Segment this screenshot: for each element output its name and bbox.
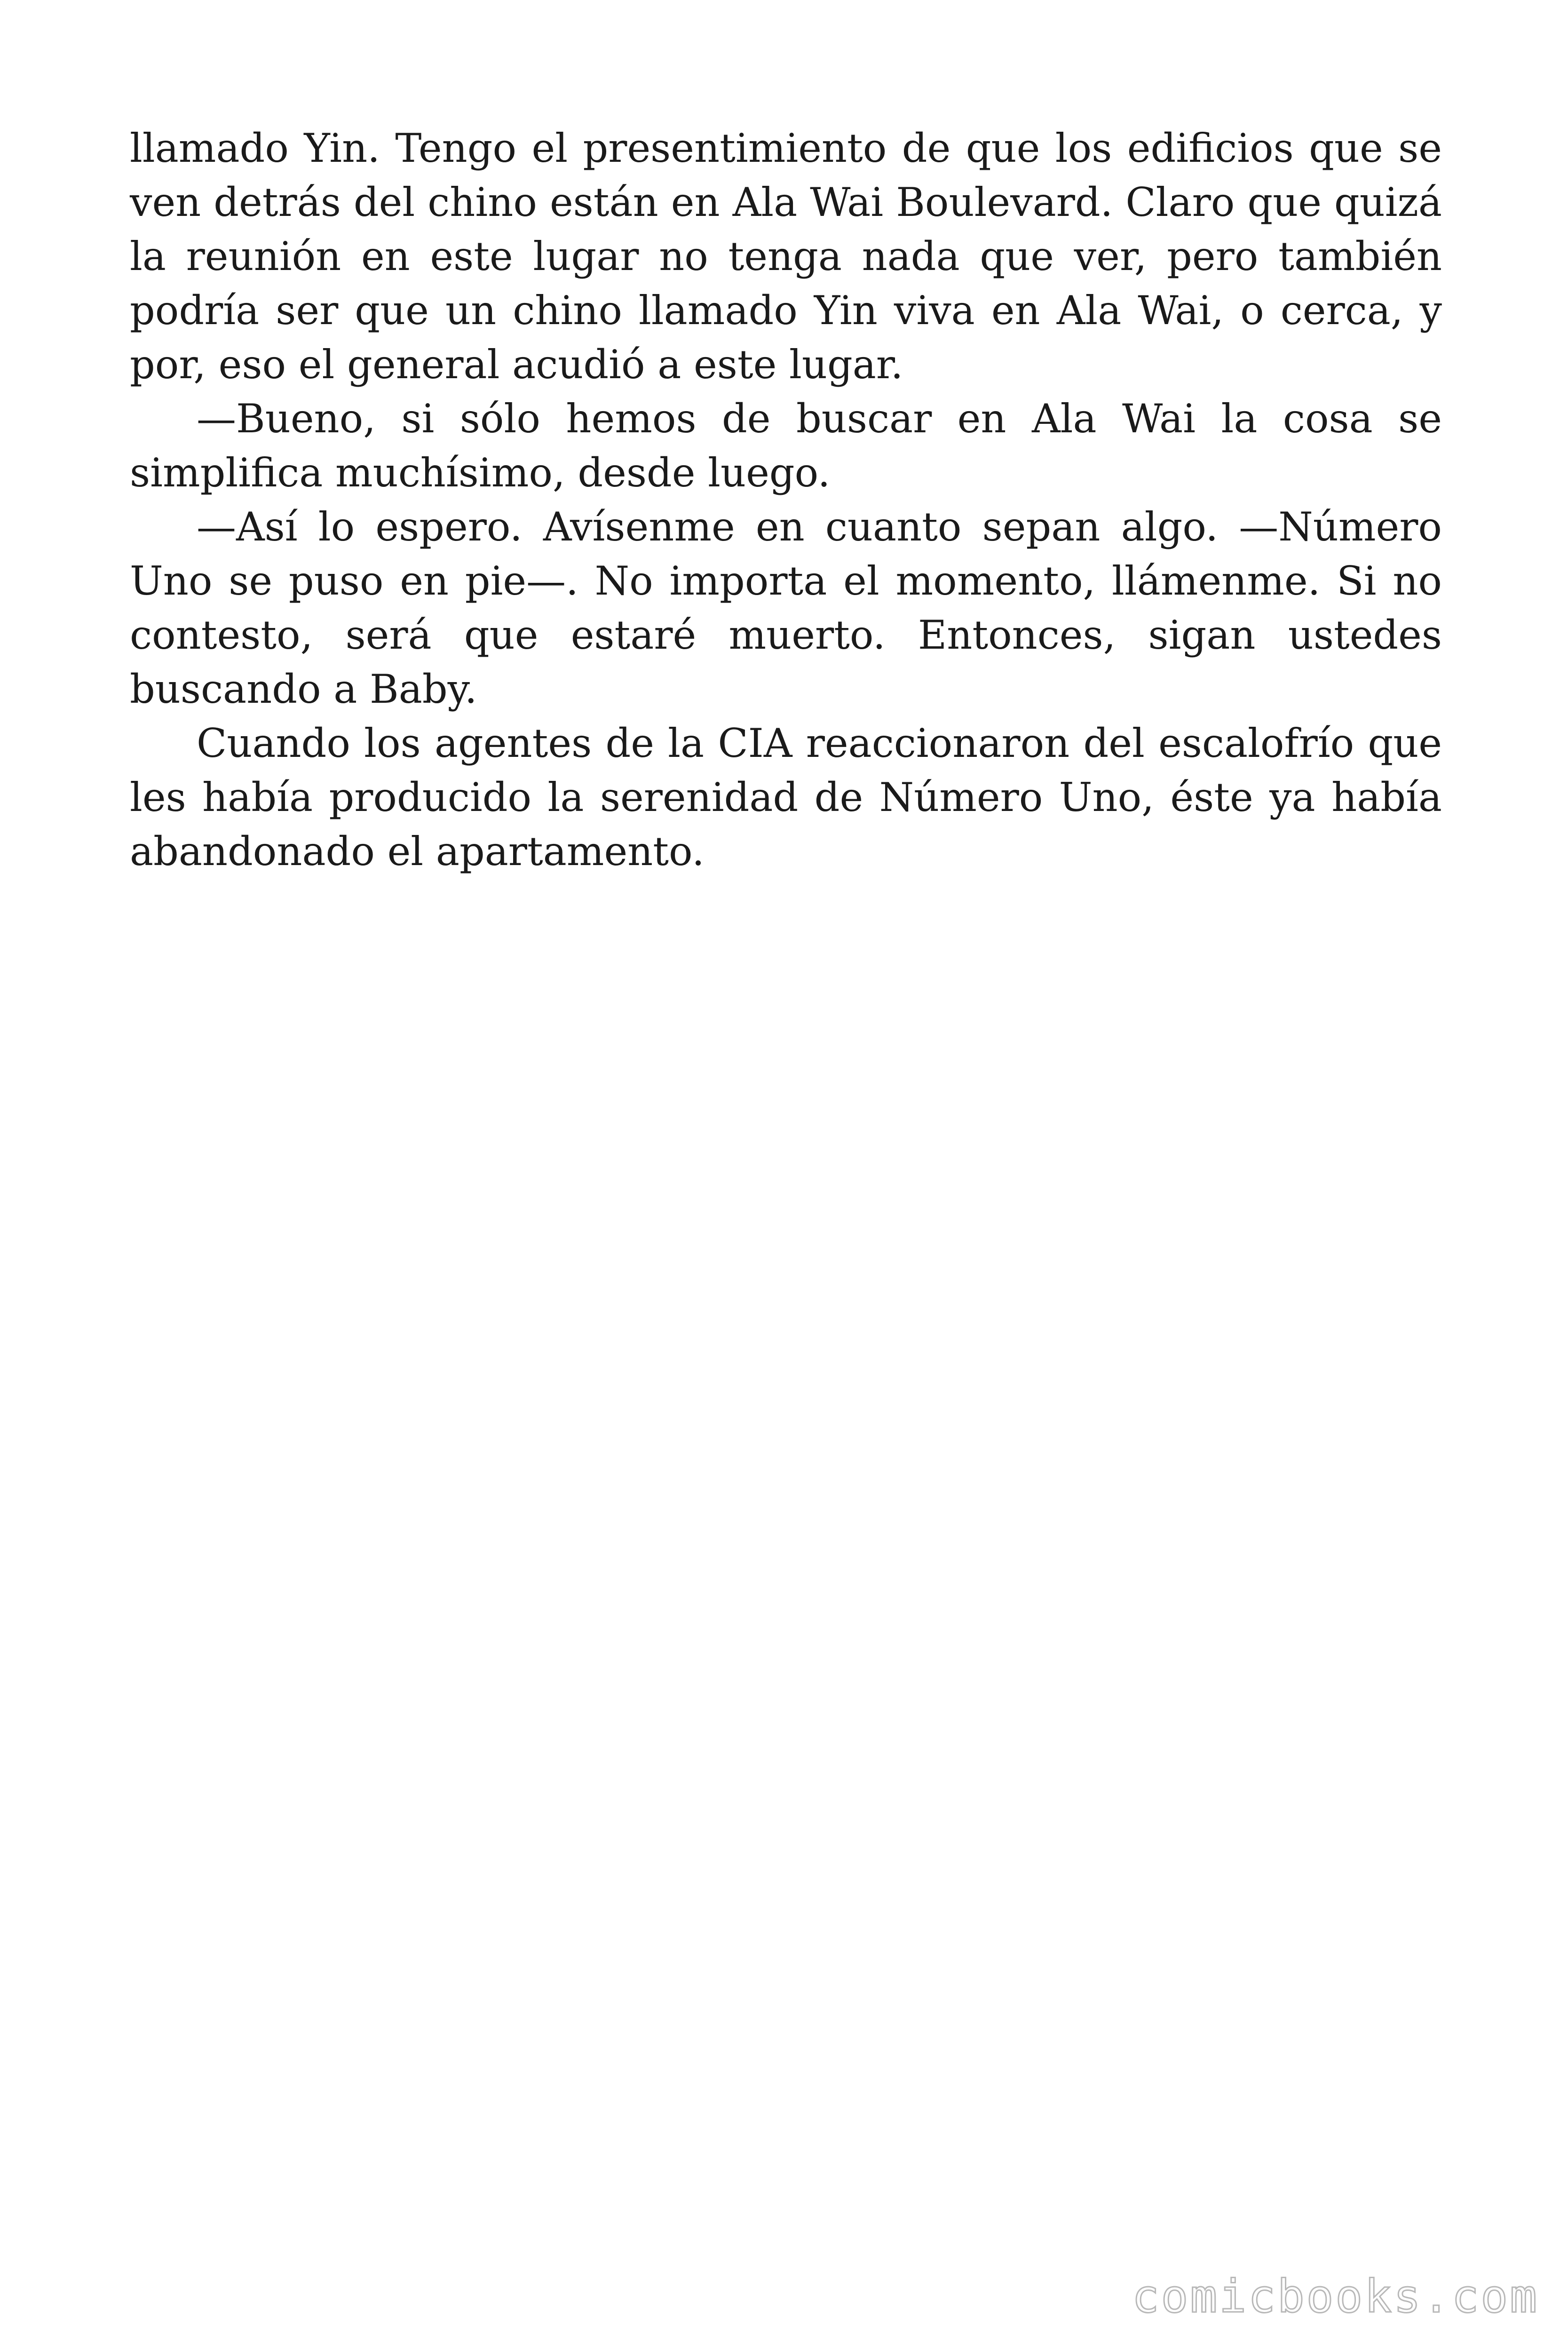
- watermark: comicbooks.com: [1132, 2270, 1539, 2323]
- paragraph-3: —Así lo espero. Avísenme en cuanto sepan algo. —Número Uno se puso en pie—. No importa el momento, llámenme. Si no contesto, será que estaré muerto. Entonces, sigan ustedes buscando a Baby.: [130, 504, 1442, 712]
- paragraph-2: —Bueno, si sólo hemos de buscar en Ala Wai la cosa se simplifica muchísimo, desde luego.: [130, 396, 1442, 496]
- paragraph-4: Cuando los agentes de la CIA reaccionaron del escalofrío que les había producido la serenidad de Número Uno, éste ya había abandonado el apartamento.: [130, 720, 1442, 874]
- page-body: [130, 121, 1442, 879]
- paragraph-1: llamado Yin. Tengo el presentimiento de que los edificios que se ven detrás del chino están en Ala Wai Boulevard. Claro que quizá la reunión en este lugar no tenga nada que ver, pero también podría ser que un chino llamado Yin viva en Ala Wai, o cerca, y por, eso el general acudió a este lugar.: [130, 125, 1442, 388]
